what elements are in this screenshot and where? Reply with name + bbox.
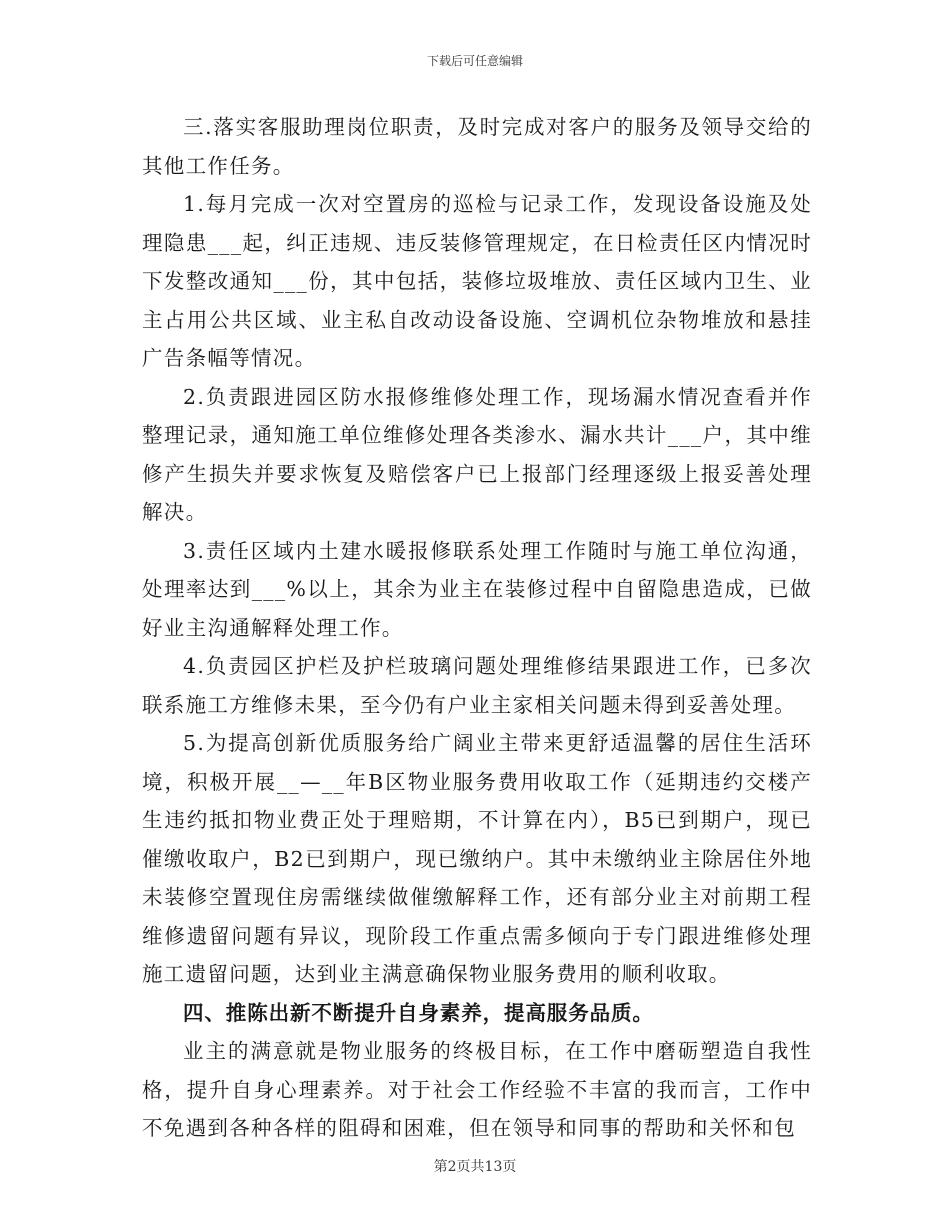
paragraph-item-1: 1.每月完成一次对空置房的巡检与记录工作，发现设备设施及处理隐患___起，纠正违规、违反装修管理规定，在日检责任区内情况时下发整改通知___份，其中包括，装修垃圾堆放、责任区域内卫生、业主占用公共区域、业主私自改动设备设施、空调机位杂物堆放和悬挂广告条幅等情况。: [142, 192, 812, 370]
paragraph-item-5: 5.为提高创新优质服务给广阔业主带来更舒适温馨的居住生活环境，积极开展__—__年B区物业服务费用收取工作（延期违约交楼产生违约抵扣物业费正处于理赔期，不计算在内），B5已到期户，现已催缴收取户，B2已到期户，现已缴纳户。其中未缴纳业主除居住外地未装修空置现住房需继续做催缴解释工作，还有部分业主对前期工程维修遗留问题有异议，现阶段工作重点需多倾向于专门跟进维修处理施工遗留问题，达到业主满意确保物业服务费用的顺利收取。: [142, 731, 812, 986]
page-footer: 第2页共13页: [433, 1159, 517, 1175]
document-body: [142, 108, 812, 1148]
paragraph-section-4-body: 业主的满意就是物业服务的终极目标，在工作中磨砺塑造自我性格，提升自身心理素养。对于社会工作经验不丰富的我而言，工作中不免遇到各种各样的阻碍和困难，但在领导和同事的帮助和关怀和包: [142, 1039, 812, 1140]
page-header: 下载后可任意编辑: [426, 54, 523, 68]
paragraph-section-3: 三.落实客服助理岗位职责，及时完成对客户的服务及领导交给的其他工作任务。: [142, 115, 812, 178]
paragraph-item-2: 2.负责跟进园区防水报修维修处理工作，现场漏水情况查看并作整理记录，通知施工单位维修处理各类渗水、漏水共计___户，其中维修产生损失并要求恢复及赔偿客户已上报部门经理逐级上报妥善处理解决。: [142, 384, 812, 524]
paragraph-item-3: 3.责任区域内土建水暖报修联系处理工作随时与施工单位沟通，处理率达到___%以上，其余为业主在装修过程中自留隐患造成，已做好业主沟通解释处理工作。: [142, 538, 812, 640]
section-heading-4: 四、推陈出新不断提升自身素养，提高服务品质。: [183, 1000, 654, 1025]
paragraph-item-4: 4.负责园区护栏及护栏玻璃问题处理维修结果跟进工作，已多次联系施工方维修未果，至今仍有户业主家相关问题未得到妥善处理。: [142, 654, 812, 717]
